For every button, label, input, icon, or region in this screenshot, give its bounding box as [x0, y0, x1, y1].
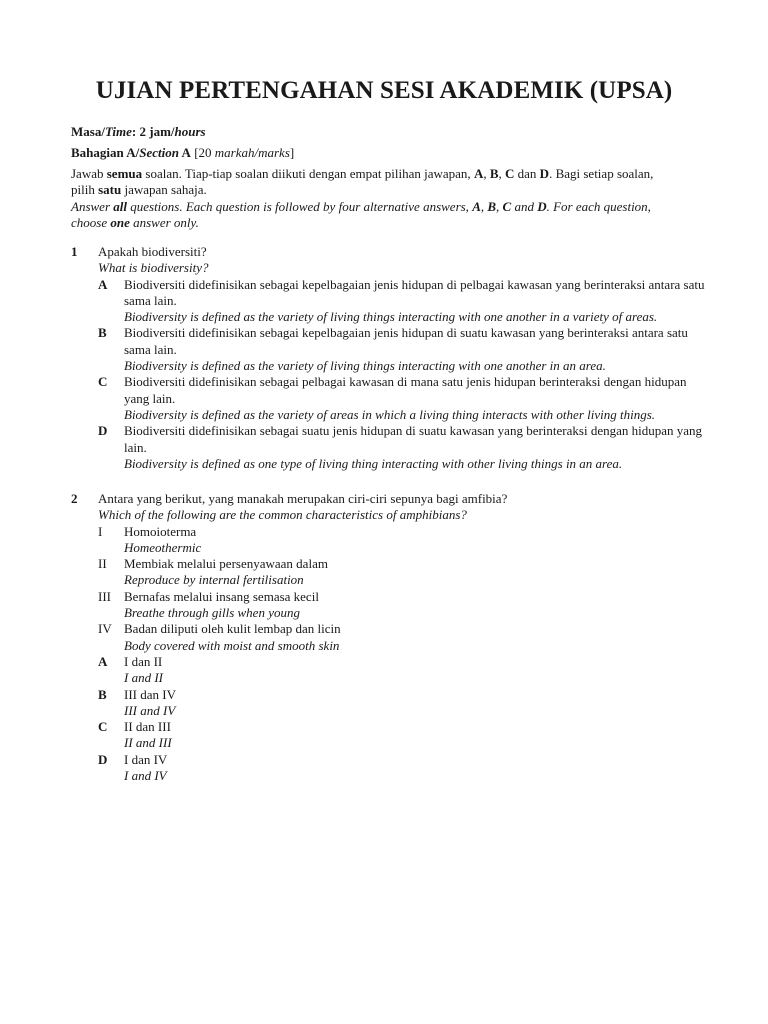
statement-ii — [98, 556, 711, 589]
statement-label: II — [98, 556, 107, 572]
marks-open: [20 — [190, 145, 215, 160]
instructions-en-line-2 — [71, 215, 711, 231]
option-text-en: Biodiversity is defined as one type of living thing interacting with other living things in an area. — [124, 455, 623, 471]
question-text-ms: Apakah biodiversiti? — [98, 244, 207, 259]
section-line — [71, 142, 711, 163]
option-text-en: Biodiversity is defined as the variety of areas in which a living thing interacts with other living things. — [124, 406, 656, 422]
instr-text: Jawab — [71, 166, 107, 181]
instr-text: , — [480, 198, 488, 214]
question-text-ms: Antara yang berikut, yang manakah merupakan ciri-ciri sepunya bagi amfibia? — [98, 491, 508, 506]
option-label: D — [98, 751, 108, 767]
statement-text-en: Homeothermic — [124, 539, 202, 555]
option-d[interactable] — [98, 752, 711, 785]
question-number: 2 — [71, 491, 78, 506]
question-1 — [71, 244, 711, 472]
statement-label: III — [98, 588, 111, 604]
section-en: Section — [139, 145, 180, 160]
instr-letter: B — [487, 198, 497, 214]
option-d[interactable] — [98, 423, 711, 472]
option-text-ms: I dan II — [124, 653, 163, 669]
option-text-ms: I dan IV — [124, 751, 168, 767]
option-b[interactable] — [98, 325, 711, 374]
option-text-ms: Biodiversiti didefinisikan sebagai suatu jenis hidupan di suatu kawasan yang berinteraksi dengan hidupan yang lain. — [124, 423, 703, 455]
question-2 — [71, 491, 711, 784]
option-b[interactable] — [98, 687, 711, 720]
option-label: B — [98, 325, 107, 341]
exam-meta — [71, 121, 711, 163]
instr-emphasis: all — [113, 198, 127, 214]
option-label: A — [98, 276, 108, 292]
instr-text: jawapan sahaja. — [121, 182, 207, 198]
option-label: D — [98, 423, 108, 439]
statement-text-en: Body covered with moist and smooth skin — [124, 637, 340, 653]
instr-text: dan — [514, 166, 540, 181]
instr-text: soalan. Tiap-tiap soalan diikuti dengan empat pilihan jawapan, — [142, 166, 474, 181]
option-label: C — [98, 719, 108, 735]
marks-en: markah/marks — [214, 145, 290, 160]
question-number: 1 — [71, 244, 78, 259]
instr-letter: C — [505, 166, 515, 181]
question-stem — [71, 491, 711, 784]
instructions — [71, 166, 711, 231]
time-sep: : 2 jam/ — [131, 124, 175, 139]
time-line — [71, 121, 711, 142]
option-label: A — [98, 653, 108, 669]
option-text-ms: Biodiversiti didefinisikan sebagai kepelbagaian jenis hidupan di suatu kawasan yang berinteraksi antara satu sama lain. — [124, 325, 688, 357]
option-text-en: II and III — [124, 735, 172, 751]
instr-emphasis: one — [110, 214, 130, 230]
instr-text: pilih — [71, 182, 99, 198]
instr-text: , — [496, 198, 503, 214]
statement-text-ms: Membiak melalui persenyawaan dalam — [124, 556, 328, 572]
instructions-en-line-1 — [71, 199, 711, 215]
statement-label: I — [98, 523, 103, 539]
option-label: B — [98, 686, 107, 702]
instr-letter: D — [537, 198, 547, 214]
instr-text: and — [511, 198, 538, 214]
marks-close: ] — [289, 145, 295, 160]
statement-text-ms: Bernafas melalui insang semasa kecil — [124, 588, 319, 604]
instr-emphasis: semua — [106, 166, 143, 181]
option-c[interactable] — [98, 374, 711, 423]
instr-text: , — [498, 166, 505, 181]
option-text-en: Biodiversity is defined as the variety of living things interacting with one another in a variety of areas. — [124, 309, 658, 325]
option-text-ms: III dan IV — [124, 686, 176, 702]
question-text-en: What is biodiversity? — [98, 260, 209, 276]
instr-emphasis: satu — [98, 182, 122, 198]
instr-letter: A — [472, 198, 481, 214]
statement-text-ms: Badan diliputi oleh kulit lembap dan licin — [124, 621, 341, 637]
instr-letter: B — [489, 166, 499, 181]
option-text-en: III and IV — [124, 702, 176, 718]
option-c[interactable] — [98, 719, 711, 752]
section-letter: A — [179, 145, 191, 160]
statement-text-en: Reproduce by internal fertilisation — [124, 572, 304, 588]
statement-iii — [98, 589, 711, 622]
question-text-en: Which of the following are the common characteristics of amphibians? — [98, 507, 467, 523]
instr-letter: D — [539, 166, 550, 181]
option-label: C — [98, 374, 108, 390]
option-a[interactable] — [98, 654, 711, 687]
statement-iv — [98, 621, 711, 654]
instructions-ms-line-1 — [71, 166, 711, 182]
instr-text: Answer — [71, 198, 114, 214]
option-text-ms: Biodiversiti didefinisikan sebagai kepelbagaian jenis hidupan di pelbagai kawasan yang berinteraksi antara satu sama lain. — [124, 276, 705, 308]
instr-text: , — [483, 166, 490, 181]
instr-letter: A — [473, 166, 484, 181]
option-a[interactable] — [98, 277, 711, 326]
option-text-en: I and IV — [124, 768, 167, 784]
page-title: UJIAN PERTENGAHAN SESI AKADEMIK (UPSA) — [95, 77, 673, 104]
statement-label: IV — [98, 621, 112, 637]
question-stem — [71, 244, 711, 472]
option-text-ms: II dan III — [124, 719, 171, 735]
option-text-en: Biodiversity is defined as the variety of living things interacting with one another in an area. — [124, 358, 606, 374]
instructions-ms-line-2 — [71, 182, 711, 198]
section-ms: Bahagian A/ — [71, 145, 140, 160]
time-en: Time — [104, 124, 132, 139]
time-ms: Masa/ — [71, 124, 105, 139]
statement-i — [98, 524, 711, 557]
instr-letter: C — [502, 198, 512, 214]
instr-text: questions. Each question is followed by four alternative answers, — [126, 198, 473, 214]
statement-text-ms: Homoioterma — [124, 523, 197, 539]
option-text-en: I and II — [124, 670, 163, 686]
instr-text: answer only. — [129, 214, 199, 230]
instr-text: . For each question, — [546, 198, 651, 214]
instr-text: choose — [71, 214, 111, 230]
option-text-ms: Biodiversiti didefinisikan sebagai pelbagai kawasan di mana satu jenis hidupan berinteraksi dengan hidupan yang lain. — [124, 374, 687, 406]
time-unit-en: hours — [174, 124, 206, 139]
instr-text: . Bagi setiap soalan, — [549, 166, 654, 181]
statement-text-en: Breathe through gills when young — [124, 605, 300, 621]
